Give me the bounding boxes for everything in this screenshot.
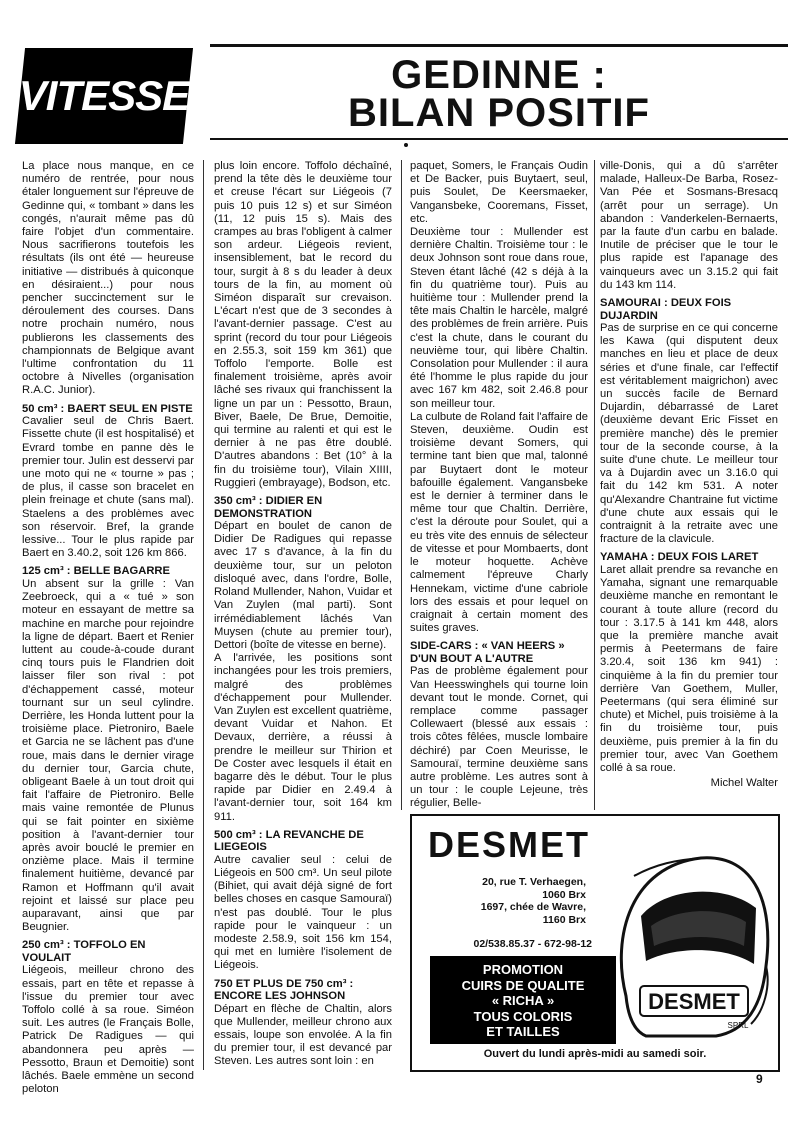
ad-brand-name: DESMET bbox=[428, 824, 591, 865]
paragraph: Départ en boulet de canon de Didier De Radigues qui repasse avec 17 s d'avance, à la fin du deuxième tour, sur un peloton disloqué avec, dans l'ordre, Bolle, Roland Mullender, Nahon, Vuidar et Van Zuylen (mal parti). Sont irrémédiablement lâchés Van Muysen (chute au premier tour), Dettori (boîte de vitesse en berne). bbox=[214, 520, 392, 651]
ad-promo-line: « RICHA » bbox=[491, 993, 555, 1008]
ad-address bbox=[434, 876, 586, 926]
paragraph: Laret allait prendre sa revanche en Yamaha, signant une remarquable deuxième manche en remontant le courant à toute allure (record du tour : 3.17.5 à 141 km 448, alors que la première manche avait permis à Peetermans de faire 3.20.4, soit 136 km 941) : cinquième à la fin du premier tour derrière Van Goethem, Muller, Peetermans (qui sera éliminé sur chute) et Michel, puis troisième à la fin du troisième tour, puis deuxième, puis premier à la fin du premier tour, avec Van Goethem collé à sa roue. bbox=[600, 563, 778, 775]
ad-address-line: 20, rue T. Verhaegen, bbox=[482, 876, 586, 888]
ad-address-line: 1160 Brx bbox=[542, 913, 586, 926]
ad-address-line: 1697, chée de Wavre, bbox=[480, 901, 586, 913]
ad-promo-line: ET TAILLES bbox=[486, 1024, 560, 1039]
helmet-brand-text: DESMET bbox=[648, 989, 740, 1014]
headline-line-1: GEDINNE : bbox=[391, 53, 607, 97]
author-signature: Michel Walter bbox=[710, 777, 778, 790]
paragraph: La culbute de Roland fait l'affaire de Steven, deuxième. Oudin est troisième devant Somers, qui termine tant bien que mal, talonné par Buytaert dont le moteur bafouille également. Vangansbeke est le dernier à terminer dans le même tour que Chaltin. Derrière, c'est la déroute pour Soulet, qui a eu très vite des ennuis de sélecteur de vitesse et pour Mombaerts, dont le moteur hoquette. Achève calmement l'épreuve Charly Hennekam, victime d'une cabriole lors des essais et pour lequel on craignait à certain moment des suites graves. bbox=[410, 410, 588, 635]
paragraph: Départ en flèche de Chaltin, alors que Mullender, meilleur chrono aux essais, loupe son envolée. A la fin du premier tour, il est devancé par Steven. Les autres sont loin : en bbox=[214, 1002, 392, 1068]
headline-top-rule bbox=[210, 44, 788, 47]
motorcycle-helmet-icon bbox=[606, 846, 776, 1046]
paragraph: paquet, Somers, le Français Oudin et De Backer, puis Buytaert, seul, puis Soulet, De Keersmaeker, Vangansbeke, Cooremans, Fisset, etc. bbox=[410, 160, 588, 225]
paragraph: Un absent sur la grille : Van Zeebroeck, qui a « tué » son moteur en essayant de mettre sa machine en marche pour rejoindre la ligne de départ. Baert et Renier luttent au coude-à-coude durant cinq tours puis le Flandrien doit laisser filer son rival : pot d'échappement cassé, moteur tournant sur un seul cylindre. Derrière, les Honda luttent pour la troisième place. Pietroniro, Baele et Garcia ne se lâchent pas d'une roue, mais dans le dernier virage du dernier tour, Garcia chute, obligeant Baele à un tout droit qui fait l'affaire de Pietroniro. Belle mais vaine remontée de Plunus qui se fait pointer en sixième position à l'avant-dernier tour après avoir bouclé le premier en onzième place. Mais il termine finalement huitième, devancé par Ramon et Hoffmann qu'il avait rejoint et laissé sur place peu auparavant, ainsi que par Beugnier. bbox=[22, 577, 194, 934]
section-heading: SAMOURAI : DEUX FOIS DUJARDIN bbox=[600, 297, 732, 322]
column-divider bbox=[203, 160, 204, 1070]
column-divider bbox=[401, 160, 402, 810]
headline-bottom-rule bbox=[210, 138, 788, 140]
paragraph: plus loin encore. Toffolo déchaîné, prend la tête dès le deuxième tour et creuse l'écart sur Liégeois (7 puis 10 puis 12 s) et sur Siméon (11, 12 puis 15 s). Mais des crampes au bras l'obligent à calmer son ardeur. Liégeois revient, insensiblement, bat le record du tour, surgit à 8 s du leader à deux tours de la fin, au moment où Siméon disparaît sur crevaison. L'écart n'est que de 3 secondes à l'avant-dernier passage. C'est au sprint (record du tour pour Liégeois en 2.55.3, soit 159 km 361) que Toffolo l'emporte. Bolle est finalement troisième, après avoir lâché ses rivaux qui franchissent la ligne un par un : Pessotto, Braun, Biver, Baele, De Brue, Demoitie, qui termine au ralenti et qui est le dernier à ne pas être doublé. D'autres abandons : Bet (10° à la fin du troisième tour), Vilain XIIII, Ruggieri (embrayage), Bodson, etc. bbox=[214, 160, 392, 489]
ad-promo-box bbox=[430, 956, 616, 1044]
paragraph: ville-Donis, qui a dû s'arrêter malade, Halleux-De Barba, Rosez-Van Pée et Sosmans-Bresacq (arrêt pour un serrage). Un abandon : Vanderkelen-Bernaerts, par la faute d'un carbu en balade. Inutile de préciser que le tour le plus rapide est l'apanage des vainqueurs avec un 3.15.2 qui fait du 143 km 114. bbox=[600, 160, 778, 291]
desmet-advertisement bbox=[410, 814, 780, 1072]
ad-phone-numbers: 02/538.85.37 - 672-98-12 bbox=[473, 938, 592, 950]
section-heading: 350 cm³ : DIDIER EN DEMONSTRATION bbox=[214, 495, 323, 520]
section-heading: 50 cm³ : BAERT SEUL EN PISTE bbox=[22, 402, 193, 415]
paragraph: Liégeois, meilleur chrono des essais, part en tête et repasse à l'issue du premier tour avec Toffolo collé à sa roue. Siméon suit. Les autres (le Français Bolle, Patrick De Radigues — qui abandonnera peu après — Pessotto, Braun et Demoitie) sont lâchés. Baele emmène un second peloton bbox=[22, 964, 194, 1096]
ad-promo-line: TOUS COLORIS bbox=[473, 1008, 573, 1024]
paragraph: Autre cavalier seul : celui de Liégeois en 500 cm³. Un seul pilote (Bihiet, qui avait déjà signé de fort belles choses en casque Samouraï) n'est pas doublé. Tour le plus rapide pour le vainqueur : un modeste 2.58.9, soit 156 km 154, qui met en lumière l'isolement de Liégeois. bbox=[214, 853, 392, 972]
paragraph: A l'arrivée, les positions sont inchangées pour les trois premiers, malgré des problèmes d'échappement pour Mullender. Van Zuylen est excellent quatrième, devant Vuidar et Nahon. Et Devaux, derrière, a réussi à prendre le meilleur sur Thirion et De Coster avec lesquels il était en bagarre dès le début. Tour le plus rapide par Didier en 2.49.4 à l'avant-dernier tour, soit 164 km 911. bbox=[214, 652, 392, 823]
section-heading: 250 cm³ : TOFFOLO EN VOULAIT bbox=[22, 939, 146, 964]
paragraph: Pas de surprise en ce qui concerne les Kawa (qui disputent deux manches en lieu et place de deux séries et d'une finale, car l'effectif est véritablement maigrichon) avec un succès facile de Bernard Dujardin, débarrassé de Laret (deuxième devant Eric Fisset en première manche) dès le premier tour de la seconde course, à la suite d'une chute. Le meilleur tour va à Dujardin avec un 3.16.0 qui fait du 142 km 531. A noter qu'Alexandre Chantraine fut victime d'une chute aux essais qui le contraignit à la retraite avec une fracture de la clavicule. bbox=[600, 322, 778, 546]
paragraph: Deuxième tour : Mullender est dernière Chaltin. Troisième tour : le deux Johnson sont roue dans roue, Steven étant lâché (42 s déjà à la fin du quatrième tour). Puis au huitième tour : Mullender prend la tête mais Chaltin le harcèle, malgré des problèmes de frein arrière. Puis c'est la chute, dans le courant du neuvième tour, qui libère Chaltin. Consolation pour Mullender : il aura été l'homme le plus rapide du jour avec 167 km 482, soit 2.46.8 pour son meilleur tour. bbox=[410, 226, 588, 410]
paragraph: Cavalier seul de Chris Baert. Fissette chute (il est hospitalisé) et Evrard tombe en panne dès le premier tour. Julin est desservi par une moto qui ne « tourne » pas ; de plus, il casse son bracelet en plein freinage et chute (sans mal). Staelens a des problèmes avec son réservoir. Bref, la grande lessive... Tour le plus rapide par Baert en 3.40.2, soit 126 km 866. bbox=[22, 415, 194, 560]
page-number: 9 bbox=[756, 1072, 763, 1086]
ornament-dot bbox=[404, 143, 408, 147]
section-logo-text: VITESSE bbox=[18, 72, 190, 119]
helmet-sub-text: SPRL bbox=[727, 1021, 749, 1030]
ad-promo-line: CUIRS DE QUALITE bbox=[461, 977, 585, 993]
section-heading: YAMAHA : DEUX FOIS LARET bbox=[600, 551, 759, 564]
column-divider bbox=[594, 160, 595, 810]
section-heading: SIDE-CARS : « VAN HEERS » D'UN BOUT A L'AUTRE bbox=[410, 640, 565, 665]
section-heading: 125 cm³ : BELLE BAGARRE bbox=[22, 565, 170, 578]
article-column-3 bbox=[410, 160, 588, 811]
ad-address-line: 1060 Brx bbox=[542, 888, 586, 901]
section-heading: 750 ET PLUS DE 750 cm³ : ENCORE LES JOHNSON bbox=[214, 977, 354, 1003]
ad-promo-line: PROMOTION bbox=[482, 962, 564, 977]
article-headline bbox=[210, 53, 788, 135]
paragraph: La place nous manque, en ce numéro de rentrée, pour nous étaler longuement sur l'épreuve de Gedinne qui, « tombant » dans les congés, n'aurait même pas dû faire l'objet d'un commentaire. Nous sacrifierons toutefois les résultats (ils ont été — heureuse initiative — distribués à quiconque en désiraient...) pour nous pencher succinctement sur le déroulement des courses. Dans notre prochain numéro, nous publierons les classements des championnats de Belgique avant l'ultime confrontation du 11 octobre à Nivelles (organisation R.A.C. Junior). bbox=[22, 160, 194, 397]
section-logo bbox=[15, 48, 193, 144]
headline-line-2: BILAN POSITIF bbox=[348, 91, 650, 135]
article-column-2 bbox=[214, 160, 392, 1069]
paragraph: Pas de problème également pour Van Heesswinghels qui tourne loin devant tout le monde. Cornet, qui remplace comme passager Collewaert (blessé aux essais : trois côtes fêlées, muscle lombaire déchiré) par Coen Meurisse, le Samouraï, termine deuxième sans autre problème. Les autres sont à un tour : le couple Lejeune, très régulier, Belle- bbox=[410, 665, 588, 810]
ad-opening-hours: Ouvert du lundi après-midi au samedi soir. bbox=[483, 1048, 707, 1060]
section-heading: 500 cm³ : LA REVANCHE DE LIEGEOIS bbox=[214, 828, 364, 854]
article-column-4 bbox=[600, 160, 778, 790]
article-column-1 bbox=[22, 160, 194, 1096]
